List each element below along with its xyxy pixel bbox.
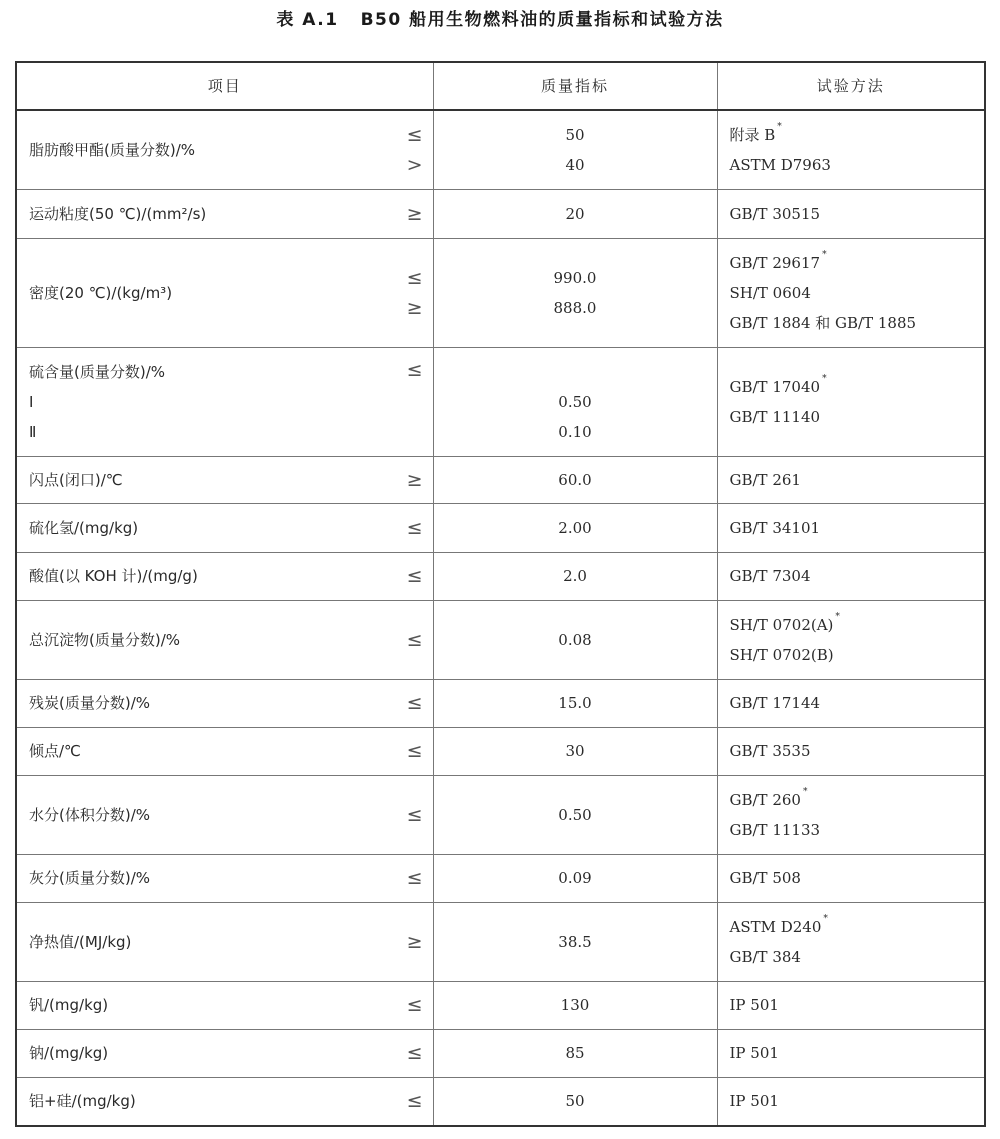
operator-column: [407, 982, 423, 1029]
test-method: [730, 513, 985, 543]
item-name: [29, 625, 433, 655]
spec-value: 30: [565, 742, 585, 760]
item-cell: [16, 600, 433, 679]
value-cell: [433, 503, 717, 552]
test-method: [730, 640, 985, 670]
test-method-code: GB/T 3535: [729, 742, 811, 760]
item-name: [29, 688, 433, 718]
table-row: [16, 456, 985, 503]
value-cell: [433, 854, 717, 902]
item-label: 钒/(mg/kg): [29, 996, 109, 1014]
test-method: [730, 610, 985, 640]
test-method-code: GB/T 29617: [729, 253, 821, 272]
method-cell: [717, 189, 985, 238]
spec-value: 50: [565, 1092, 585, 1111]
test-method: [730, 402, 985, 432]
test-method: [730, 199, 985, 229]
item-label: 净热值/(MJ/kg): [29, 932, 132, 951]
test-method-code: GB/T 30515: [729, 204, 821, 223]
value-cell: [433, 679, 717, 727]
value-cell: [433, 1029, 717, 1077]
test-method: [730, 863, 985, 893]
method-cell: [717, 981, 985, 1029]
method-cell: [717, 600, 985, 679]
table-row: [16, 503, 985, 552]
spec-value: 0.50: [558, 805, 592, 824]
spec-value: 85: [565, 1044, 585, 1062]
test-method-code: GB/T 11133: [729, 820, 821, 839]
table-row: [16, 727, 985, 775]
comparison-operator: ≥: [406, 930, 423, 953]
item-name: [29, 990, 433, 1020]
comparison-operator: ≤: [406, 123, 423, 146]
operator-column: [407, 903, 423, 981]
operator-column: [407, 111, 423, 189]
spec-value: 0.10: [558, 422, 592, 441]
comparison-operator: ≤: [406, 1090, 423, 1113]
operator-column: [407, 680, 423, 727]
item-name: [29, 465, 433, 495]
test-method-code: GB/T 261: [729, 470, 801, 489]
table-body: [16, 110, 985, 1126]
test-method-code: IP 501: [729, 1092, 779, 1111]
table-row: [16, 110, 985, 189]
value-cell: [433, 110, 717, 189]
spec-value: [434, 357, 717, 387]
test-method-code: ASTM D240: [729, 917, 822, 936]
spec-value: 2.00: [558, 518, 592, 537]
operator-column: [407, 1078, 423, 1126]
test-method-code: 附录 B: [729, 125, 776, 144]
value-cell: [433, 456, 717, 503]
comparison-operator: ≥: [406, 468, 423, 491]
item-label: 酸值(以 KOH 计)/(mg/g): [29, 567, 198, 585]
method-cell: [717, 1029, 985, 1077]
operator-column: [407, 601, 423, 679]
item-label: 倾点/℃: [29, 742, 81, 760]
comparison-operator: ≤: [406, 516, 423, 539]
operator-column: [407, 457, 423, 503]
item-label: 铝+硅/(mg/kg): [29, 1092, 136, 1111]
method-cell: [717, 503, 985, 552]
table-row: [16, 238, 985, 347]
test-method-code: ASTM D7963: [729, 155, 831, 174]
test-method: [730, 120, 985, 150]
spec-value: 0.50: [558, 392, 592, 411]
arbitration-marker: *: [822, 373, 827, 384]
item-label: 残炭(质量分数)/%: [29, 694, 151, 712]
value-cell: [433, 552, 717, 600]
item-grade-label: Ⅰ: [29, 392, 34, 411]
spec-value: 888.0: [553, 298, 597, 317]
test-method: [730, 248, 985, 278]
item-name: [29, 513, 433, 543]
item-name: [29, 1086, 433, 1116]
value-cell: [433, 189, 717, 238]
test-method: [730, 736, 985, 766]
method-cell: [717, 679, 985, 727]
item-cell: [16, 981, 433, 1029]
comparison-operator: ≤: [406, 266, 423, 289]
value-cell: [433, 902, 717, 981]
item-cell: [16, 456, 433, 503]
operator-column: [407, 504, 423, 552]
item-cell: [16, 503, 433, 552]
table-row: [16, 189, 985, 238]
table-header-row: [16, 62, 985, 110]
comparison-operator: ≤: [406, 740, 423, 762]
item-cell: [16, 347, 433, 456]
spec-value: 50: [565, 125, 585, 144]
test-method: [730, 1086, 985, 1116]
test-method-code: GB/T 1884 和 GB/T 1885: [729, 313, 917, 332]
spec-value: 60.0: [558, 470, 592, 489]
comparison-operator: ≤: [406, 692, 423, 714]
item-name: [29, 357, 433, 447]
item-cell: [16, 1077, 433, 1126]
value-cell: [433, 775, 717, 854]
value-cell: [433, 600, 717, 679]
test-method: [730, 942, 985, 972]
comparison-operator: ≤: [406, 565, 423, 587]
table-row: [16, 775, 985, 854]
test-method-code: GB/T 17144: [729, 694, 821, 712]
method-cell: [717, 727, 985, 775]
item-label: 钠/(mg/kg): [29, 1044, 109, 1062]
method-cell: [717, 552, 985, 600]
quality-spec-table: [15, 61, 986, 1127]
test-method-code: SH/T 0702(B): [729, 645, 834, 664]
table-row: [16, 854, 985, 902]
spec-value: 40: [565, 155, 585, 174]
test-method: [730, 688, 985, 718]
item-label: 密度(20 ℃)/(kg/m³): [29, 283, 173, 302]
spec-value: 15.0: [558, 694, 592, 712]
item-cell: [16, 110, 433, 189]
comparison-operator: ≤: [406, 358, 423, 381]
item-label: 闪点(闭口)/℃: [29, 470, 123, 489]
item-cell: [16, 238, 433, 347]
test-method: [730, 150, 985, 180]
item-cell: [16, 189, 433, 238]
value-cell: [433, 238, 717, 347]
test-method-code: GB/T 11140: [729, 407, 821, 426]
table-row: [16, 600, 985, 679]
item-label: 硫化氢/(mg/kg): [29, 518, 139, 537]
item-cell: [16, 902, 433, 981]
item-cell: [16, 552, 433, 600]
method-cell: [717, 1077, 985, 1126]
comparison-operator: >: [406, 153, 423, 176]
test-method: [730, 308, 985, 338]
test-method-code: GB/T 260: [729, 790, 801, 809]
method-cell: [717, 854, 985, 902]
operator-column: [407, 239, 423, 347]
table-row: [16, 347, 985, 456]
operator-column: [407, 348, 423, 456]
table-row: [16, 1029, 985, 1077]
comparison-operator: ≤: [406, 867, 423, 889]
item-label: 运动粘度(50 ℃)/(mm²/s): [29, 204, 207, 223]
method-cell: [717, 238, 985, 347]
test-method-code: GB/T 384: [729, 947, 801, 966]
operator-column: [407, 190, 423, 238]
operator-column: [407, 553, 423, 600]
table-number: 表 A.1: [276, 10, 339, 30]
test-method: [730, 785, 985, 815]
item-name: [29, 1038, 433, 1068]
operator-column: [407, 855, 423, 902]
test-method: [730, 912, 985, 942]
item-label: 水分(体积分数)/%: [29, 805, 151, 824]
item-cell: [16, 775, 433, 854]
arbitration-marker: *: [823, 913, 828, 924]
table-row: [16, 552, 985, 600]
item-cell: [16, 854, 433, 902]
arbitration-marker: *: [835, 611, 840, 622]
test-method-code: SH/T 0702(A): [729, 615, 834, 634]
item-name: [29, 199, 433, 229]
test-method: [730, 561, 985, 591]
item-name: [29, 927, 433, 957]
item-name: [29, 135, 433, 165]
item-name: [29, 736, 433, 766]
test-method-code: GB/T 7304: [729, 567, 811, 585]
comparison-operator: ≤: [406, 803, 423, 826]
test-method-code: IP 501: [729, 1044, 779, 1062]
test-method-code: GB/T 17040: [729, 377, 821, 396]
comparison-operator: ≥: [406, 296, 423, 319]
item-grade-label: Ⅱ: [29, 422, 37, 441]
spec-value: 130: [560, 996, 590, 1014]
header-method: 试验方法: [717, 62, 985, 110]
method-cell: [717, 456, 985, 503]
test-method: [730, 465, 985, 495]
spec-value: 2.0: [563, 567, 587, 585]
item-name: [29, 561, 433, 591]
value-cell: [433, 1077, 717, 1126]
test-method-code: GB/T 34101: [729, 518, 821, 537]
test-method-code: SH/T 0604: [729, 283, 811, 302]
comparison-operator: ≤: [406, 628, 423, 651]
test-method: [730, 815, 985, 845]
item-label: 脂肪酸甲酯(质量分数)/%: [29, 140, 196, 159]
value-cell: [433, 727, 717, 775]
item-cell: [16, 727, 433, 775]
item-label: 灰分(质量分数)/%: [29, 869, 151, 887]
method-cell: [717, 902, 985, 981]
operator-column: [407, 1030, 423, 1077]
method-cell: [717, 775, 985, 854]
arbitration-marker: *: [802, 786, 808, 797]
operator-column: [407, 776, 423, 854]
spec-value: 0.09: [558, 869, 592, 887]
item-label: 硫含量(质量分数)/%: [29, 362, 166, 381]
comparison-operator: ≥: [406, 202, 423, 225]
comparison-operator: ≤: [406, 994, 423, 1016]
value-cell: [433, 981, 717, 1029]
spec-value: 20: [565, 204, 585, 223]
operator-column: [407, 728, 423, 775]
item-name: [29, 278, 433, 308]
test-method-code: IP 501: [729, 996, 779, 1014]
header-value: 质量指标: [433, 62, 717, 110]
value-cell: [433, 347, 717, 456]
spec-value: 0.08: [558, 630, 592, 649]
method-cell: [717, 110, 985, 189]
method-cell: [717, 347, 985, 456]
item-cell: [16, 1029, 433, 1077]
test-method: [730, 1038, 985, 1068]
table-row: [16, 902, 985, 981]
spec-value: 990.0: [553, 268, 597, 287]
test-method: [730, 372, 985, 402]
header-item: 项目: [16, 62, 433, 110]
table-row: [16, 981, 985, 1029]
item-name: [29, 800, 433, 830]
test-method: [730, 278, 985, 308]
test-method-code: GB/T 508: [729, 869, 801, 887]
table-title: B50 船用生物燃料油的质量指标和试验方法: [360, 10, 724, 30]
spec-value: 38.5: [558, 932, 592, 951]
table-caption: [0, 8, 1000, 32]
table-row: [16, 679, 985, 727]
item-cell: [16, 679, 433, 727]
item-label: 总沉淀物(质量分数)/%: [29, 630, 181, 649]
table-row: [16, 1077, 985, 1126]
arbitration-marker: *: [822, 249, 827, 260]
item-name: [29, 863, 433, 893]
test-method: [730, 990, 985, 1020]
comparison-operator: ≤: [406, 1042, 423, 1064]
arbitration-marker: *: [777, 121, 782, 132]
